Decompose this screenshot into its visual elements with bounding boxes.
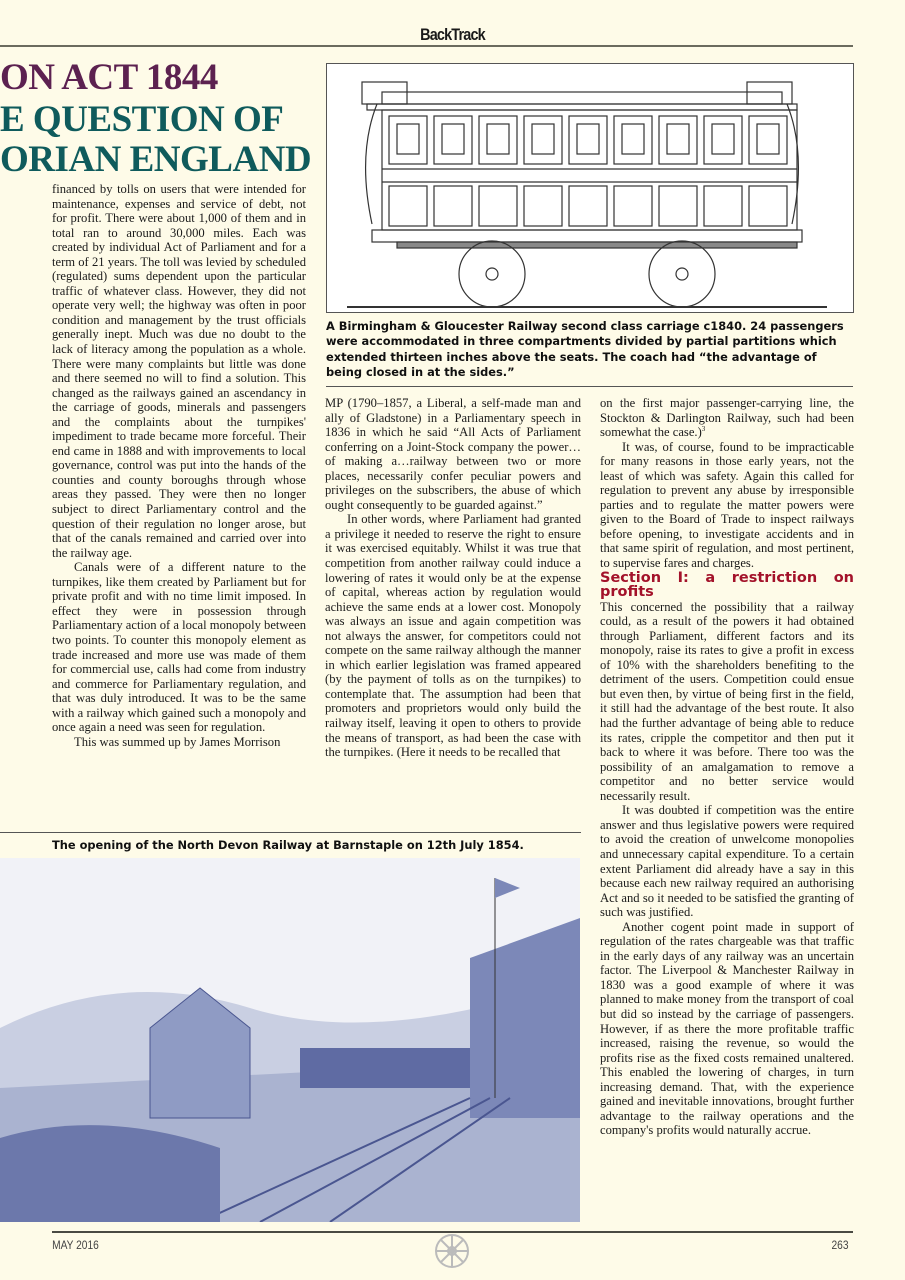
paragraph: Another cogent point made in support of regulation of the rates chargeable was that traffic in the early days of any railway was an uncertain factor. The Liverpool & Manchester Railway in 1830 was a good example of where it was planned to make money from the transport of coal but did so instead by the carriage of passengers. However, if as there the more profitable traffic increased, raising the revenue, so would the profits rise as the fixed costs remained unaltered. This enabled the lowering of charges, in turn increasing demand. That, with the experience gained and inevitable innovations, brought further advantage to the railway operations and the company's profits would naturally accrue.: [600, 919, 854, 1138]
paragraph: In other words, where Parliament had granted a privilege it needed to reserve the right to ensure it was exercised equitably. Whilst it was true that competition from another railway could induce a lowering of rates it would only be at the expense of capital, whereas action by regulation would achieve the same ends at a lower cost. Monopoly was always an issue and again competition was not always the answer, for competitors could not compete on the same railway although the manner in which earlier legislation was framed appeared (by the payment of tolls as on the turnpikes) to contemplate that. The assumption had been that promoters and proprietors would only build the railway itself, leaving it open to others to provide the means of transport, as had been the case with the turnpikes. (Here it needs to be recalled that: [325, 512, 581, 760]
headline-line-2: E QUESTION OF: [0, 99, 284, 140]
masthead-logo: BackTrack: [420, 25, 485, 44]
article-column-1: [52, 182, 306, 749]
article-column-2: [325, 396, 581, 760]
paragraph: MP (1790–1857, a Liberal, a self-made man and ally of Gladstone) in a Parliamentary speech in 1836 in which he said “All Acts of Parliament conferring on a Joint-Stock company the power…of making a…railway between two or more places, necessarily confer peculiar powers and privileges on the subscribers, the abuse of which ought consequently to be guarded against.”: [325, 396, 581, 512]
headline-line-1: ON ACT 1844: [0, 57, 218, 98]
caption-rule: [326, 386, 853, 387]
issue-date: MAY 2016: [52, 1238, 99, 1252]
headline-line-3: ORIAN ENGLAND: [0, 139, 312, 180]
paragraph: This concerned the possibility that a railway could, as a result of the powers it had obtained through Parliament, different factors and its monopoly, raise its rates to give a profit in excess of 10% with the shareholders benefiting to the detriment of the users. Competition could ensue but even then, by virtue of being first in the field, it still had the advantage of the best route. It also had the further advantage of being able to reduce its rates, cripple the competitor and then put it back to where it was before. There too was the possibility of an amalgamation to remove a competitor and no better service would necessarily result.: [600, 599, 854, 803]
opening-caption: The opening of the North Devon Railway at Barnstaple on 12th July 1854.: [52, 838, 524, 852]
caption-rule: [0, 832, 581, 833]
carriage-illustration: [326, 63, 854, 313]
section-heading: Section I: a restriction on profits: [600, 569, 854, 601]
carriage-caption: A Birmingham & Gloucester Railway second class carriage c1840. 24 passengers were accommodated in three compartments divided by partial partitions which extended thirteen inches above the seats. The coach had “the advantage of being closed in at the sides.”: [326, 319, 844, 379]
paragraph: This was summed up by James Morrison: [74, 734, 281, 749]
footnote-ref: 3: [701, 424, 706, 433]
paragraph-text: on the first major passenger-carrying line, the Stockton & Darlington Railway, such had been somewhat the case.): [600, 396, 854, 440]
page-number: 263: [831, 1238, 849, 1252]
article-column-3: [600, 396, 854, 1138]
paragraph: It was, of course, found to be impracticable for many reasons in those early years, not the least of which was safety. Again this called for regulation to prevent any abuse by irresponsible parties and to regulate the matter powers were given to the Board of Trade to inspect railways before opening, to investigate accidents and in that same spirit of regulation, and most pertinent, to supervise fares and charges.: [600, 439, 854, 571]
paragraph: [600, 396, 854, 440]
barnstaple-opening-engraving: [0, 858, 580, 1222]
paragraph: It was doubted if competition was the entire answer and thus legislative powers were required to avoid the creation of unwelcome monopolies and unnecessary capital expenditure. To a certain extent Parliament did already have a say in this because each new railway required an authorising Act and so it needed to be satisfied the granting of such was justified.: [600, 803, 854, 920]
header-rule: [0, 45, 853, 47]
paragraph: Canals were of a different nature to the turnpikes, like them created by Parliament but for private profit and with no time limit imposed. In effect they were in possession through Parliamentary action of a local monopoly between two points. To counter this monopoly element as trade increased and more use was made of them for commercial use, calls had come from industry and commerce for Parliamentary regulation, and that was duly introduced. It was to be the same with a railway which gained such a monopoly and once again a need was seen for regulation.: [52, 560, 306, 735]
paragraph: financed by tolls on users that were intended for maintenance, expenses and service of debt, not for profit. There were about 1,000 of them and in total ran to around 30,000 miles. Each was created by individual Act of Parliament and for a term of 21 years. The toll was levied by scheduled (regulated) sums dependent upon the particular traffic of whatever class. However, they did not operate very well; the highway was often in poor condition and management by the trust officials generally inept. Much was due no doubt to the lack of literacy among the population as a whole. There were many complaints but little was done and there seemed no will to find a solution. This changed as the railways gained an ascendancy in the carriage of goods, minerals and passengers and the complaints about the turnpikes' impediment to trade became more forceful. Their end came in 1888 and with improvements to local governance, control was put into the hands of the counties and county boroughs through whose areas they passed. They were then no longer subject to direct Parliamentary control and the question of their regulation no longer arose, but that of the canals remained and carried over into the railway age.: [52, 182, 306, 560]
wheel-logo-icon: [433, 1232, 471, 1275]
